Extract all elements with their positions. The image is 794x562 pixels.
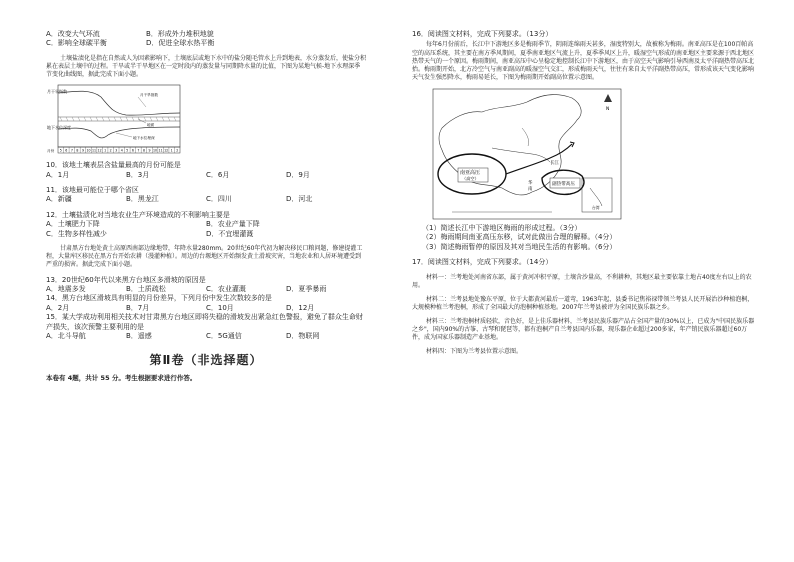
q16-sub-1: （1）简述长江中下游地区梅雨的形成过程。（3分） (422, 223, 582, 232)
q17: 17．阅读图文材料，完成下列要求。（14分） (412, 258, 553, 267)
month-tick-label: 9 (81, 148, 84, 153)
q15: 15．某大学成功利用相关技术对甘肃黑方台地区即将失稳的滑坡发出紧急红色警报，避免了群众生命财产损失，该次预警主要利用的是 (46, 313, 363, 331)
option: D．河北 (286, 195, 313, 204)
option: C．生物多样性减少 (46, 229, 107, 238)
q11: 11．该地最可能位于哪个省区 (46, 186, 139, 195)
month-tick-label: 2 (109, 148, 112, 153)
q14: 14．黑方台地区滑坡具有明显的月份差异，下列月份中发生次数较多的是 (46, 294, 272, 303)
option: D．9月 (286, 170, 310, 179)
q10-options (46, 171, 366, 180)
material-1: 材料一：兰考地处河南省东部，属于黄河冲积平原，土壤含沙量高，不利耕种，其地区最主要依靠土地占40度左右以上的农用。 (412, 273, 752, 289)
month-tick-label: 11 (158, 148, 163, 153)
q15-options (46, 332, 366, 341)
option: B．7月 (126, 303, 150, 312)
option: A．地震多发 (46, 284, 86, 293)
month-tick-label: 1 (170, 148, 173, 153)
month-tick-label: 9 (148, 148, 151, 153)
month-tick-label: 7 (70, 148, 73, 153)
section-title: 第Ⅱ卷（非选择题） (149, 352, 263, 367)
month-tick-label: 8 (142, 148, 145, 153)
option: D．不宜埋灌溉 (206, 229, 254, 238)
q9-options-2 (46, 39, 366, 48)
month-tick-label: 7 (137, 148, 140, 153)
month-tick-label: 10 (86, 148, 91, 153)
material-2: 材料二：兰考县地处豫东平原，位于大都黄河最后一道弯，1963年起，县委书记焦裕禄带领兰考县人民开展治沙种植泡桐，大规模种植兰考泡桐，形成了全国最大的泡桐种植基地。2007年兰考县被评为全国民族乐器之乡。 (412, 295, 754, 311)
month-tick-label: 6 (65, 148, 68, 153)
q10: 10．该地土壤表层含盐量最高的月份可能是 (46, 161, 181, 170)
chart-label-top: 月干旱指数 (47, 89, 67, 95)
option: A．改变大气环流 (46, 30, 100, 38)
right-column (412, 30, 758, 356)
q16: 16．阅读图文材料，完成下列要求。（13分） (412, 30, 553, 38)
gansu-intro: 甘肃黑方台地处黄土高原西南部边缘地带，年降水量280mm。20世纪60年代初为解决移民口粮问题，修建提灌工程，大量库区移民在黑方台开始农耕（漫灌种植）。周边的台塬地区开始频发黄土滑坡灾害，当地农业和人居环境遭受到严重的损害。据此完成下面小题。 (46, 245, 363, 269)
option: C．10月 (206, 303, 234, 312)
option: A．新疆 (46, 195, 72, 204)
q16-sub-3: （3）简述梅雨暂停的原因及其对当地民生活的有影响。（6分） (422, 242, 617, 251)
map-label-n: N (606, 106, 610, 112)
meiyu-map (432, 88, 622, 220)
map-label-hx: 长江 (550, 160, 559, 166)
option: B．农业产量下降 (206, 220, 260, 229)
month-tick-label: 12 (97, 148, 102, 153)
section-note: 本卷有 4题，共计 55 分。考生根据要求进行作答。 (46, 373, 197, 382)
month-tick-label: 1 (104, 148, 107, 153)
q13-options (46, 285, 366, 294)
legend-ground: 地面 (147, 123, 155, 128)
map-label-high: 南亚高压 (460, 169, 481, 176)
map-label-high-sub: （高空） (462, 175, 479, 181)
legend-groundwater: 地下水位埋深 (133, 136, 155, 141)
legend-dryness: 月干旱指数 (140, 93, 158, 98)
month-tick-label: 8 (76, 148, 79, 153)
option: B．遥感 (126, 332, 152, 341)
option: C．四川 (206, 195, 232, 204)
left-column (46, 30, 366, 383)
material-3: 材料三：兰考泡桐材质轻软，音色好，是上佳乐器材料，兰考县民族乐器产品占全国产量的30%以上，已成为"中国民族乐器之乡"，国内90%的古筝、古琴和琵琶等，都有泡桐产自兰考县国内乐器，现乐器企业超过200多家，年产销民族乐器超过60万件，成为国家乐器制造产业基地。 (412, 318, 755, 342)
month-tick-label: 11 (92, 148, 97, 153)
option: A．北斗导航 (46, 332, 86, 341)
month-tick-label: 12 (164, 148, 169, 153)
chart-label-bottom: 地下水位深度 (47, 125, 71, 131)
option: C．农业灌溉 (206, 284, 246, 293)
option: D．促进全球水热平衡 (146, 39, 215, 48)
map-label-south: 南 (528, 186, 533, 192)
material-4: 材料四：下图为兰考县位置示意图。 (426, 348, 523, 356)
q12-options (46, 220, 366, 229)
month-tick-label: 4 (120, 148, 123, 153)
option: B．形成外力堆积地貌 (146, 30, 214, 38)
option: D．12月 (286, 303, 315, 312)
option: C．6月 (206, 170, 230, 179)
ground-line (58, 117, 180, 121)
option: A．土壤肥力下降 (46, 220, 100, 229)
month-tick-label: 2 (176, 148, 179, 153)
month-tick-label: 10 (153, 148, 158, 153)
option: C．影响全球碳平衡 (46, 39, 107, 48)
q12: 12．土壤盐渍化对当地农业生产环境造成的不利影响主要是 (46, 210, 230, 219)
option: A．1月 (46, 170, 70, 179)
month-tick-label: 3 (115, 148, 118, 153)
option: B．3月 (126, 170, 150, 179)
month-tick-label: 5 (126, 148, 129, 153)
q11-options (46, 195, 366, 204)
q13: 13．20世纪60年代以来黑方台地区多滑坡的原因是 (46, 275, 206, 284)
option: D．物联网 (286, 332, 320, 341)
q14-options (46, 304, 366, 313)
map-label-subhigh: 副热带高压 (552, 181, 575, 187)
q12-options-2 (46, 230, 366, 239)
map-label-taiwan: 台湾 (592, 204, 600, 210)
dryness-curve (58, 91, 180, 115)
q16-sub-2: （2）梅雨期间南亚高压东移，试对此做出合理的解释。（4分） (422, 233, 617, 242)
option: C．5G通信 (206, 332, 242, 341)
option: D．夏季暴雨 (286, 284, 327, 293)
month-tick-label: 6 (131, 148, 134, 153)
month-ticks (60, 147, 178, 153)
option: B．土质疏松 (126, 284, 166, 293)
option: B．黑龙江 (126, 195, 159, 204)
option: A．2月 (46, 303, 70, 312)
map-label-mid: 华 (528, 180, 533, 186)
groundwater-chart (46, 83, 186, 155)
q16-text: 每年6月份前后，长江中下游地区多是梅雨季节，阴雨连绵雨天甚多，湿度特别大，故被称为梅雨。南亚高压是在100百帕高空的高压系统，其主要在南方季风期间，夏季南亚地区气流上升，夏季季风区上升，暖湿空气形成的南亚地区主要来源于西北地区热带天气的一个原因。梅雨期间，南亚高压中心呈稳定地控制长江中下游地区，由于高空天气影响引导西南及太平洋副热带高压北抬。梅雨期开始，北方冷空气与南亚副高的暖湿空气交汇，形成梅雨天气，往往有来自太平洋副热带高压，常形成该天气变化影响天气发生强烈降水，梅雨易延长，下图为梅雨期开始副高位置示意图。 (412, 41, 755, 81)
month-tick-label: 5 (59, 148, 62, 153)
month-axis-label: 月份 (47, 149, 55, 154)
salt-intro: 土壤盐渍化是指在自然或人为因素影响下，土壤底层或地下水中的盐分随毛管水上升到地表，水分蒸发后，使盐分积累在表层土壤中的过程。干旱或半干旱地区在一定时段内的蒸发量与同期降水量的比值，下图为某地气候-地下水理深季节变化曲线图，据此完成下面小题。 (46, 54, 367, 79)
